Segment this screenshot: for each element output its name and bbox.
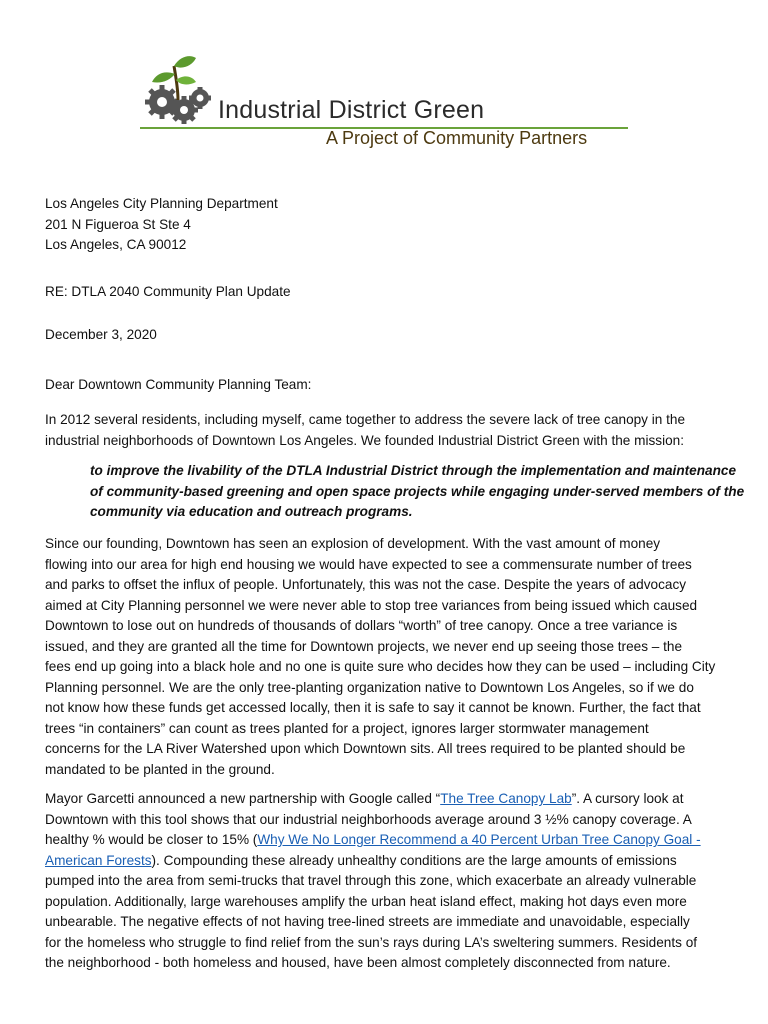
text-segment: Mayor Garcetti announced a new partnership with Google called “ <box>45 791 441 806</box>
text-line: issued, and they are granted all the time for Downtown projects, we never end up seeing those trees – the <box>45 638 683 654</box>
address-line: 201 N Figueroa St Ste 4 <box>45 216 191 232</box>
text-line <box>45 851 725 872</box>
text-line: community via education and outreach programs. <box>90 504 413 519</box>
paragraph-canopy <box>45 789 725 974</box>
text-line: Downtown to lose out on hundreds of thousands of dollars “worth” of tree canopy. Once a tree variance is <box>45 618 678 633</box>
text-line: to improve the livability of the DTLA Industrial District through the implementation and maintenance <box>90 463 737 478</box>
subject-line: RE: DTLA 2040 Community Plan Update <box>45 284 291 299</box>
text-segment: ”. A cursory look at <box>571 791 684 806</box>
text-line: trees “in containers” can count as trees planted for a project, ignores larger stormwater management <box>45 720 649 736</box>
text-line: population. Additionally, large warehouses amplify the urban heat island effect, making hot days even more <box>45 893 687 909</box>
text-line: fees end up going into a black hole and no one is quite sure who decides how they can be used – including City <box>45 659 716 674</box>
tree-canopy-lab-link[interactable]: The Tree Canopy Lab <box>440 791 572 806</box>
address-line: Los Angeles, CA 90012 <box>45 237 187 252</box>
letter-date: December 3, 2020 <box>45 327 157 342</box>
text-line: pumped into the area from semi-trucks that travel through this zone, which exacerbate an already vulnerable <box>45 873 697 888</box>
text-line: Downtown with this tool shows that our industrial neighborhoods average around 3 ½% canopy coverage. A <box>45 811 692 827</box>
org-name: Industrial District Green <box>218 96 485 124</box>
text-line: for the homeless who struggle to find relief from the sun’s rays during LA’s sweltering summers. Residents of <box>45 934 698 950</box>
text-line: mandated to be planted in the ground. <box>45 761 275 777</box>
paragraph-development <box>45 534 725 780</box>
text-line: and parks to offset the influx of people. Unfortunately, this was not the case. Despite the years of advocacy <box>45 577 687 592</box>
salutation: Dear Downtown Community Planning Team: <box>45 377 312 392</box>
text-line <box>45 830 725 851</box>
paragraph-intro <box>45 410 725 451</box>
text-line: In 2012 several residents, including myself, came together to address the severe lack of tree canopy in the <box>45 412 686 427</box>
mission-statement <box>90 461 745 523</box>
text-line: concerns for the LA River Watershed upon which Downtown sits. All trees required to be planted should be <box>45 741 686 756</box>
address-line: Los Angeles City Planning Department <box>45 196 278 211</box>
text-line: Since our founding, Downtown has seen an explosion of development. With the vast amount of money <box>45 536 661 551</box>
text-line: flowing into our area for high end housing we would have expected to see a commensurate number of trees <box>45 556 692 572</box>
gear-sprout-logo-icon <box>140 50 220 130</box>
recipient-address <box>45 194 725 256</box>
text-line: industrial neighborhoods of Downtown Los Angeles. We founded Industrial District Green with the mission: <box>45 432 684 448</box>
org-tagline: A Project of Community Partners <box>326 128 588 148</box>
text-line: not know how these funds get accessed locally, then it is safe to say it cannot be known. Further, the fact that <box>45 700 701 715</box>
text-segment: ). Compounding these already unhealthy conditions are the large amounts of emissions <box>151 852 677 868</box>
text-line: the neighborhood - both homeless and housed, have been almost completely disconnected from nature. <box>45 955 671 970</box>
text-line: of community-based greening and open space projects while engaging under-served members of the <box>90 483 745 499</box>
text-line: aimed at City Planning personnel we were never able to stop tree variances from being issued which caused <box>45 597 698 613</box>
text-segment: healthy % would be closer to 15% ( <box>45 832 258 847</box>
american-forests-link-continued[interactable]: American Forests <box>45 852 152 868</box>
text-line <box>45 789 725 810</box>
text-line: Planning personnel. We are the only tree-planting organization native to Downtown Los Angeles, so if we do <box>45 679 694 695</box>
american-forests-link[interactable]: Why We No Longer Recommend a 40 Percent Urban Tree Canopy Goal - <box>257 832 701 847</box>
text-line: unbearable. The negative effects of not having tree-lined streets are immediate and unavoidable, especially <box>45 914 690 929</box>
